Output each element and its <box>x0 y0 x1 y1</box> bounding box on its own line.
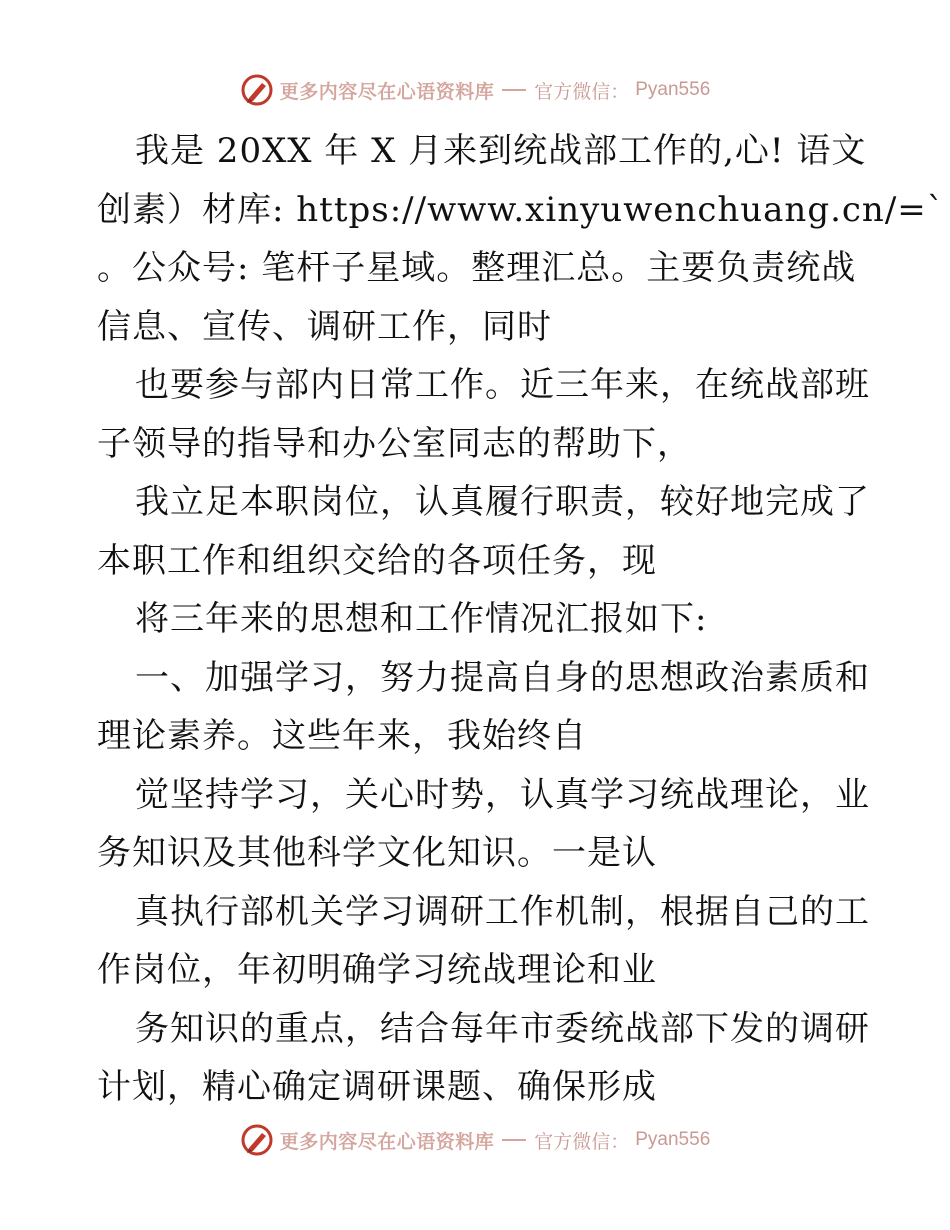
body-line: 一、加强学习，努力提高自身的思想政治素质和 <box>135 657 870 698</box>
watermark-divider <box>502 1139 526 1141</box>
body-line: 真执行部机关学习调研工作机制，根据自己的工 <box>135 891 870 932</box>
document-body <box>97 122 945 1117</box>
body-line: 务知识的重点，结合每年市委统战部下发的调研 <box>135 1008 870 1049</box>
body-line: 作岗位，年初明确学习统战理论和业 <box>97 950 657 990</box>
body-line: 我立足本职岗位，认真履行职责，较好地完成了 <box>135 482 870 522</box>
body-line: 也要参与部内日常工作。近三年来，在统战部班 <box>135 365 870 405</box>
pen-logo-icon <box>240 73 274 107</box>
watermark-divider <box>502 89 526 91</box>
body-line: 我是 20XX 年 X 月来到统战部工作的,心! 语文 <box>135 131 867 171</box>
watermark-text: 更多内容尽在心语资料库 <box>279 1130 495 1153</box>
body-line: 务知识及其他科学文化知识。一是认 <box>97 833 657 873</box>
watermark-wechat-id: Pyan556 <box>635 1129 711 1150</box>
watermark-official-label: 官方微信： <box>534 1130 630 1153</box>
watermark-wechat-id: Pyan556 <box>635 79 711 100</box>
body-line: 理论素养。这些年来，我始终自 <box>97 716 587 756</box>
body-line: 觉坚持学习，关心时势，认真学习统战理论，业 <box>135 774 870 815</box>
body-line: 子领导的指导和办公室同志的帮助下， <box>97 423 692 464</box>
watermark-official-label: 官方微信： <box>534 80 630 103</box>
watermark-text: 更多内容尽在心语资料库 <box>279 80 495 103</box>
body-line: 本职工作和组织交给的各项任务，现 <box>97 540 657 581</box>
pen-logo-icon <box>240 1123 274 1157</box>
body-line: 计划，精心确定调研课题、确保形成 <box>97 1067 657 1107</box>
body-line: 。公众号: 笔杆子星域。整理汇总。主要负责统战 <box>97 248 857 288</box>
body-line: 将三年来的思想和工作情况汇报如下: <box>135 599 708 639</box>
footer-watermark <box>0 1122 950 1158</box>
header-watermark <box>0 72 950 108</box>
body-line: 信息、宣传、调研工作，同时 <box>97 306 552 347</box>
body-line: 创素）材库: https://www.xinyuwenchuang.cn/=` <box>97 189 945 230</box>
